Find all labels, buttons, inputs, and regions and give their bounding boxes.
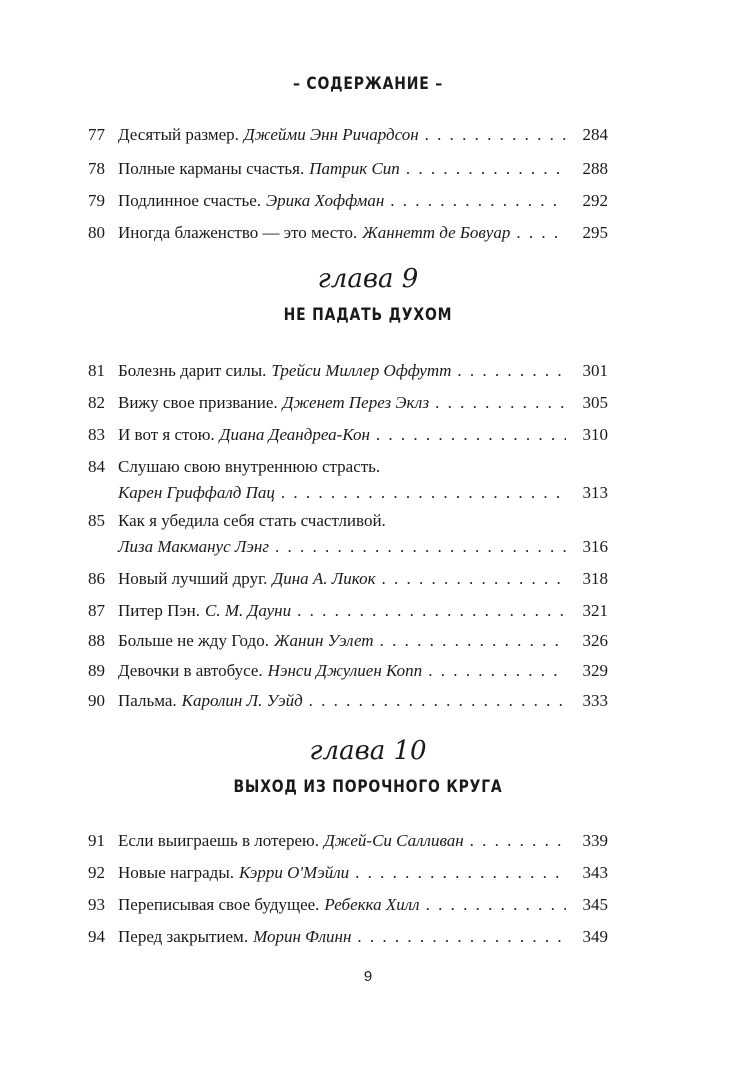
entry-author: Джей-Си Салливан: [323, 831, 464, 850]
entry-title: Переписывая свое будущее.: [118, 895, 320, 914]
entry-page: 343: [582, 863, 608, 882]
entry-number: 84: [88, 457, 105, 476]
entry-number: 83: [88, 425, 105, 444]
entry-author: Трейси Миллер Оффутт: [271, 361, 452, 380]
entry-page: 292: [582, 191, 608, 210]
entry-author: Жанин Уэлет: [273, 631, 374, 650]
chapter-10-label: глава 10: [309, 736, 427, 766]
entry-title: Подлинное счастье.: [118, 191, 262, 210]
entry-page: 313: [582, 483, 608, 502]
entry-page: 295: [582, 223, 608, 242]
entry-title: Если выиграешь в лотерею.: [118, 831, 319, 850]
page-number: 9: [363, 968, 373, 985]
toc-header: – СОДЕРЖАНИЕ –: [292, 74, 444, 94]
entry-number: 94: [88, 927, 105, 946]
chapter-10-title: ВЫХОД ИЗ ПОРОЧНОГО КРУГА: [233, 777, 503, 797]
entry-author: Морин Флинн: [253, 927, 352, 946]
entry-page: 345: [582, 895, 608, 914]
dot-leader: [275, 536, 566, 558]
dot-leader: [425, 124, 566, 146]
entry-page: 288: [582, 159, 608, 178]
entry-number: 88: [88, 631, 105, 650]
entry-page: 310: [582, 425, 608, 444]
chapter-9-label: глава 9: [317, 264, 419, 294]
dot-leader: [380, 630, 566, 652]
entry-page: 318: [582, 569, 608, 588]
entry-title: Десятый размер.: [118, 125, 239, 144]
entry-title: И вот я стою.: [118, 425, 215, 444]
entry-number: 77: [88, 125, 105, 144]
entry-author: Жаннетт де Бовуар: [362, 223, 511, 242]
entry-author: Карен Гриффалд Пац: [118, 483, 275, 502]
entry-title: Питер Пэн.: [118, 601, 201, 620]
dot-leader: [297, 600, 566, 622]
toc-entry: [88, 456, 608, 504]
entry-title: Вижу свое призвание.: [118, 393, 278, 412]
dot-leader: [470, 830, 566, 852]
entry-title: Как я убедила себя стать счастливой.: [118, 511, 386, 530]
dot-leader: [355, 862, 566, 884]
dot-leader: [281, 482, 566, 504]
entry-page: 301: [582, 361, 608, 380]
entry-title: Иногда блаженство — это место.: [118, 223, 358, 242]
entry-author: Каролин Л. Уэйд: [181, 691, 303, 710]
toc-entry: [88, 926, 608, 948]
entry-number: 79: [88, 191, 105, 210]
entry-author: С. М. Дауни: [205, 601, 292, 620]
toc-entry: [88, 894, 608, 916]
toc-entry: [88, 222, 608, 244]
toc-entry: [88, 124, 608, 146]
dot-leader: [376, 424, 566, 446]
entry-author: Дина А. Ликок: [272, 569, 376, 588]
entry-title: Новые награды.: [118, 863, 235, 882]
toc-entry: [88, 510, 608, 558]
toc-entry: [88, 862, 608, 884]
entry-page: 326: [582, 631, 608, 650]
entry-page: 339: [582, 831, 608, 850]
toc-entry: [88, 568, 608, 590]
entry-title: Перед закрытием.: [118, 927, 249, 946]
entry-title: Слушаю свою внутреннюю страсть.: [118, 457, 381, 476]
entry-title: Больше не жду Годо.: [118, 631, 269, 650]
dot-leader: [457, 360, 566, 382]
entry-number: 91: [88, 831, 105, 850]
entry-title: Новый лучший друг.: [118, 569, 268, 588]
entry-number: 86: [88, 569, 105, 588]
entry-author: Нэнси Джулиен Копп: [267, 661, 423, 680]
entry-author: Диана Деандреа-Кон: [219, 425, 370, 444]
entry-number: 89: [88, 661, 105, 680]
entry-number: 85: [88, 511, 105, 530]
dot-leader: [390, 190, 566, 212]
dot-leader: [435, 392, 566, 414]
toc-entry: [88, 830, 608, 852]
dot-leader: [426, 894, 566, 916]
toc-entry: [88, 600, 608, 622]
toc-entry: [88, 690, 608, 712]
entry-page: 284: [582, 125, 608, 144]
toc-entry: [88, 660, 608, 682]
dot-leader: [428, 660, 566, 682]
entry-number: 80: [88, 223, 105, 242]
entry-number: 82: [88, 393, 105, 412]
entry-number: 92: [88, 863, 105, 882]
entry-number: 78: [88, 159, 105, 178]
toc-entry: [88, 424, 608, 446]
toc-entry: [88, 158, 608, 180]
entry-title: Девочки в автобусе.: [118, 661, 263, 680]
entry-number: 81: [88, 361, 105, 380]
entry-title: Болезнь дарит силы.: [118, 361, 267, 380]
entry-page: 349: [582, 927, 608, 946]
entry-author: Джейми Энн Ричардсон: [243, 125, 419, 144]
entry-number: 87: [88, 601, 105, 620]
dot-leader: [357, 926, 566, 948]
chapter-9-title: НЕ ПАДАТЬ ДУХОМ: [283, 305, 453, 325]
entry-number: 90: [88, 691, 105, 710]
dot-leader: [406, 158, 566, 180]
dot-leader: [516, 222, 566, 244]
entry-title: Полные карманы счастья.: [118, 159, 305, 178]
toc-entry: [88, 392, 608, 414]
entry-page: 329: [582, 661, 608, 680]
toc-entry: [88, 630, 608, 652]
toc-entry: [88, 360, 608, 382]
entry-author: Лиза Макманус Лэнг: [118, 537, 269, 556]
entry-page: 316: [582, 537, 608, 556]
entry-page: 333: [582, 691, 608, 710]
dot-leader: [382, 568, 566, 590]
entry-page: 305: [582, 393, 608, 412]
dot-leader: [309, 690, 566, 712]
entry-number: 93: [88, 895, 105, 914]
entry-author: Кэрри О'Мэйли: [239, 863, 350, 882]
entry-author: Патрик Сип: [309, 159, 400, 178]
entry-author: Дженет Перез Эклз: [282, 393, 430, 412]
toc-entry: [88, 190, 608, 212]
entry-page: 321: [582, 601, 608, 620]
entry-title: Пальма.: [118, 691, 177, 710]
entry-author: Ребекка Хилл: [324, 895, 420, 914]
entry-author: Эрика Хоффман: [266, 191, 385, 210]
